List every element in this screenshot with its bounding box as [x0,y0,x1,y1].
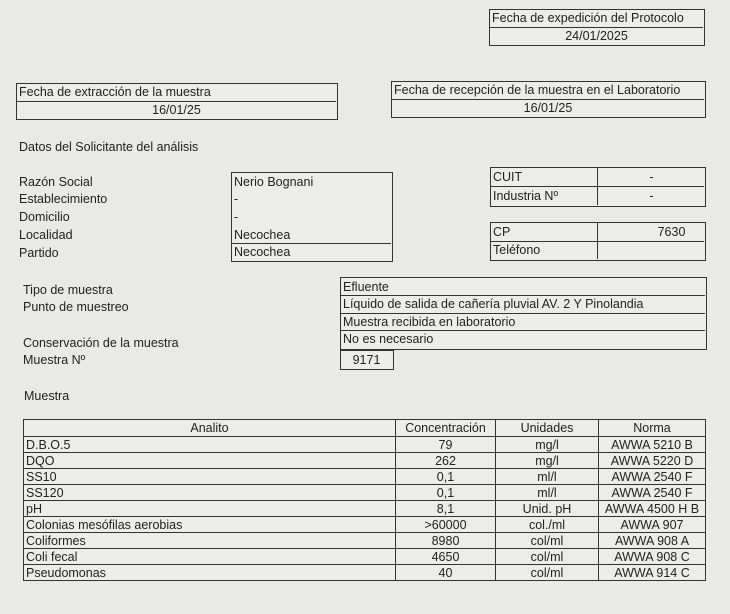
analito-cell: SS10 [24,469,396,485]
telefono-label: Teléfono [493,243,541,257]
partido-label: Partido [19,246,59,260]
cuit-label: CUIT [493,170,523,184]
unidades-cell: mg/l [496,453,599,469]
emission-date-value: 24/01/2025 [565,29,628,43]
table-row [24,485,706,501]
header-norma: Norma [599,420,706,437]
results-title: Muestra [24,389,70,403]
extraction-date-box [16,83,338,120]
industria-label: Industria Nº [493,189,559,203]
norma-cell: AWWA 2540 F [599,469,706,485]
muestra-numero-value: 9171 [352,353,381,367]
concentracion-cell: 79 [396,437,496,453]
establecimiento-label: Establecimiento [19,192,108,206]
table-row [24,469,706,485]
tipo-muestra-label: Tipo de muestra [23,283,113,297]
punto-muestreo-value: Líquido de salida de cañería pluvial AV. 2 Y Pinolandia [343,297,644,311]
domicilio-value: - [234,210,239,224]
analito-cell: Colonias mesófilas aerobias [24,517,396,533]
table-header-row [24,420,706,437]
conservacion-value: No es necesario [343,332,434,346]
sample-info-box [340,277,707,350]
table-row [24,565,706,581]
norma-cell: AWWA 2540 F [599,485,706,501]
extraction-date-value: 16/01/25 [152,103,201,117]
results-table [23,419,706,581]
punto-muestreo-label: Punto de muestreo [23,300,129,314]
establecimiento-value: - [234,192,239,206]
extraction-date-label: Fecha de extracción de la muestra [19,85,211,99]
norma-cell: AWWA 5220 D [599,453,706,469]
emission-date-box [489,9,705,46]
table-row [24,453,706,469]
table-row [24,533,706,549]
unidades-cell: Unid. pH [496,501,599,517]
muestra-numero-box [340,350,394,370]
analito-cell: DQO [24,453,396,469]
table-row [24,437,706,453]
domicilio-label: Domicilio [19,210,70,224]
header-concentracion: Concentración [396,420,496,437]
reception-date-box [391,81,706,118]
unidades-cell: ml/l [496,485,599,501]
muestra-numero-label: Muestra Nº [23,353,86,367]
cuit-industria-box [490,167,706,207]
norma-cell: AWWA 907 [599,517,706,533]
muestra-recibida-value: Muestra recibida en laboratorio [343,315,516,329]
analito-cell: SS120 [24,485,396,501]
localidad-label: Localidad [19,228,73,242]
partido-value: Necochea [234,245,291,259]
cp-telefono-box [490,222,706,261]
concentracion-cell: >60000 [396,517,496,533]
concentracion-cell: 4650 [396,549,496,565]
applicant-section-title: Datos del Solicitante del análisis [19,140,199,154]
unidades-cell: col/ml [496,533,599,549]
analito-cell: pH [24,501,396,517]
reception-date-value: 16/01/25 [523,101,573,115]
applicant-values-box [231,172,393,262]
emission-date-label: Fecha de expedición del Protocolo [492,11,684,25]
razon-social-value: Nerio Bognani [234,175,314,189]
concentracion-cell: 262 [396,453,496,469]
header-unidades: Unidades [496,420,599,437]
unidades-cell: mg/l [496,437,599,453]
cuit-value: - [649,170,654,184]
concentracion-cell: 40 [396,565,496,581]
analito-cell: Pseudomonas [24,565,396,581]
unidades-cell: col/ml [496,565,599,581]
norma-cell: AWWA 4500 H B [599,501,706,517]
table-row [24,517,706,533]
localidad-value: Necochea [234,228,291,242]
table-row [24,501,706,517]
concentracion-cell: 8980 [396,533,496,549]
unidades-cell: col./ml [496,517,599,533]
analito-cell: Coliformes [24,533,396,549]
conservacion-label: Conservación de la muestra [23,336,179,350]
tipo-muestra-value: Efluente [343,280,389,294]
norma-cell: AWWA 5210 B [599,437,706,453]
norma-cell: AWWA 908 A [599,533,706,549]
concentracion-cell: 0,1 [396,469,496,485]
razon-social-label: Razón Social [19,175,93,189]
cp-label: CP [493,225,511,239]
header-analito: Analito [24,420,396,437]
reception-date-label: Fecha de recepción de la muestra en el Laboratorio [394,83,681,97]
unidades-cell: col/ml [496,549,599,565]
norma-cell: AWWA 914 C [599,565,706,581]
norma-cell: AWWA 908 C [599,549,706,565]
industria-value: - [649,189,654,203]
analito-cell: D.B.O.5 [24,437,396,453]
cp-value: 7630 [657,225,686,239]
concentracion-cell: 8,1 [396,501,496,517]
concentracion-cell: 0,1 [396,485,496,501]
table-row [24,549,706,565]
unidades-cell: ml/l [496,469,599,485]
analito-cell: Coli fecal [24,549,396,565]
